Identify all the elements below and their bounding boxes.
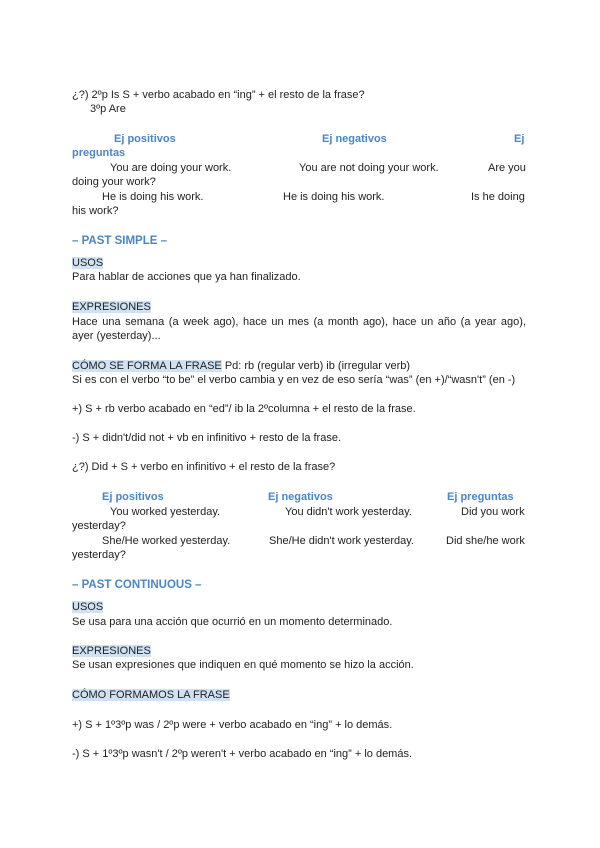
usos-label-text: USOS [72, 257, 104, 269]
expresiones-label [72, 644, 151, 658]
example-question: Did you work [461, 506, 525, 518]
expresiones-text-cont: ayer (yesterday)... [72, 330, 161, 342]
usos-label [72, 600, 103, 614]
example-question-cont: doing your work? [72, 176, 156, 188]
example-negative: He is doing his work. [283, 191, 385, 203]
table-header-question: Ej preguntas [447, 491, 514, 503]
question-rule-line-cont: 3ºp Are [90, 103, 126, 115]
table-header-question: Ej [514, 133, 525, 145]
example-negative: You didn't work yesterday. [285, 506, 412, 518]
como-se-forma-label: CÓMO SE FORMA LA FRASE [72, 360, 222, 372]
como-se-forma-note: Pd: rb (regular verb) ib (irregular verb) [221, 360, 411, 372]
expresiones-label-text: EXPRESIONES [72, 645, 151, 657]
rule-negative: -) S + 1º3ºp wasn't / 2ºp weren't + verbo acabado en “ing” + lo demás. [72, 748, 413, 760]
expresiones-label-text: EXPRESIONES [72, 301, 151, 313]
example-question: Are you [488, 162, 526, 174]
table-header-positive: Ej positivos [102, 491, 164, 503]
to-be-note: Si es con el verbo “to be” el verbo cambia y en vez de eso sería “was” (en +)/“wasn't” (en -) [72, 374, 516, 386]
usos-text: Se usa para una acción que ocurrió en un momento determinado. [72, 616, 393, 628]
question-rule-line: ¿?) 2ºp Is S + verbo acabado en “ing” + el resto de la frase? [72, 89, 365, 101]
example-question: Is he doing [471, 191, 525, 203]
example-positive: You worked yesterday. [110, 506, 221, 518]
example-question-cont: yesterday? [72, 520, 126, 532]
section-title-past-continuous: – PAST CONTINUOUS – [72, 579, 202, 591]
example-positive: She/He worked yesterday. [102, 535, 231, 547]
expresiones-label [72, 300, 151, 314]
expresiones-text: Se usan expresiones que indiquen en qué momento se hizo la acción. [72, 659, 414, 671]
example-question: Did she/he work [446, 535, 525, 547]
usos-label [72, 256, 103, 270]
section-title-past-simple: – PAST SIMPLE – [72, 235, 168, 247]
usos-label-text: USOS [72, 601, 104, 613]
example-negative: You are not doing your work. [299, 162, 439, 174]
rule-negative: -) S + didn't/did not + vb en infinitivo + resto de la frase. [72, 432, 342, 444]
example-positive: He is doing his work. [102, 191, 204, 203]
example-positive: You are doing your work. [110, 162, 232, 174]
como-formamos-line [72, 688, 230, 702]
table-header-negative: Ej negativos [268, 491, 333, 503]
table-header-positive: Ej positivos [114, 133, 176, 145]
rule-positive: +) S + rb verbo acabado en “ed”/ ib la 2ºcolumna + el resto de la frase. [72, 403, 416, 415]
example-question-cont: yesterday? [72, 549, 126, 561]
como-formamos-label: CÓMO FORMAMOS LA FRASE [72, 689, 230, 701]
rule-positive: +) S + 1º3ºp was / 2ºp were + verbo acabado en “ing” + lo demás. [72, 719, 393, 731]
rule-question: ¿?) Did + S + verbo en infinitivo + el resto de la frase? [72, 461, 336, 473]
usos-text: Para hablar de acciones que ya han finalizado. [72, 271, 301, 283]
como-se-forma-line [72, 359, 410, 373]
expresiones-text: Hace una semana (a week ago), hace un mes (a month ago), hace un año (a year ago), [72, 316, 526, 328]
table-header-question-cont: preguntas [72, 147, 126, 159]
example-negative: She/He didn't work yesterday. [269, 535, 414, 547]
table-header-negative: Ej negativos [322, 133, 387, 145]
example-question-cont: his work? [72, 205, 119, 217]
